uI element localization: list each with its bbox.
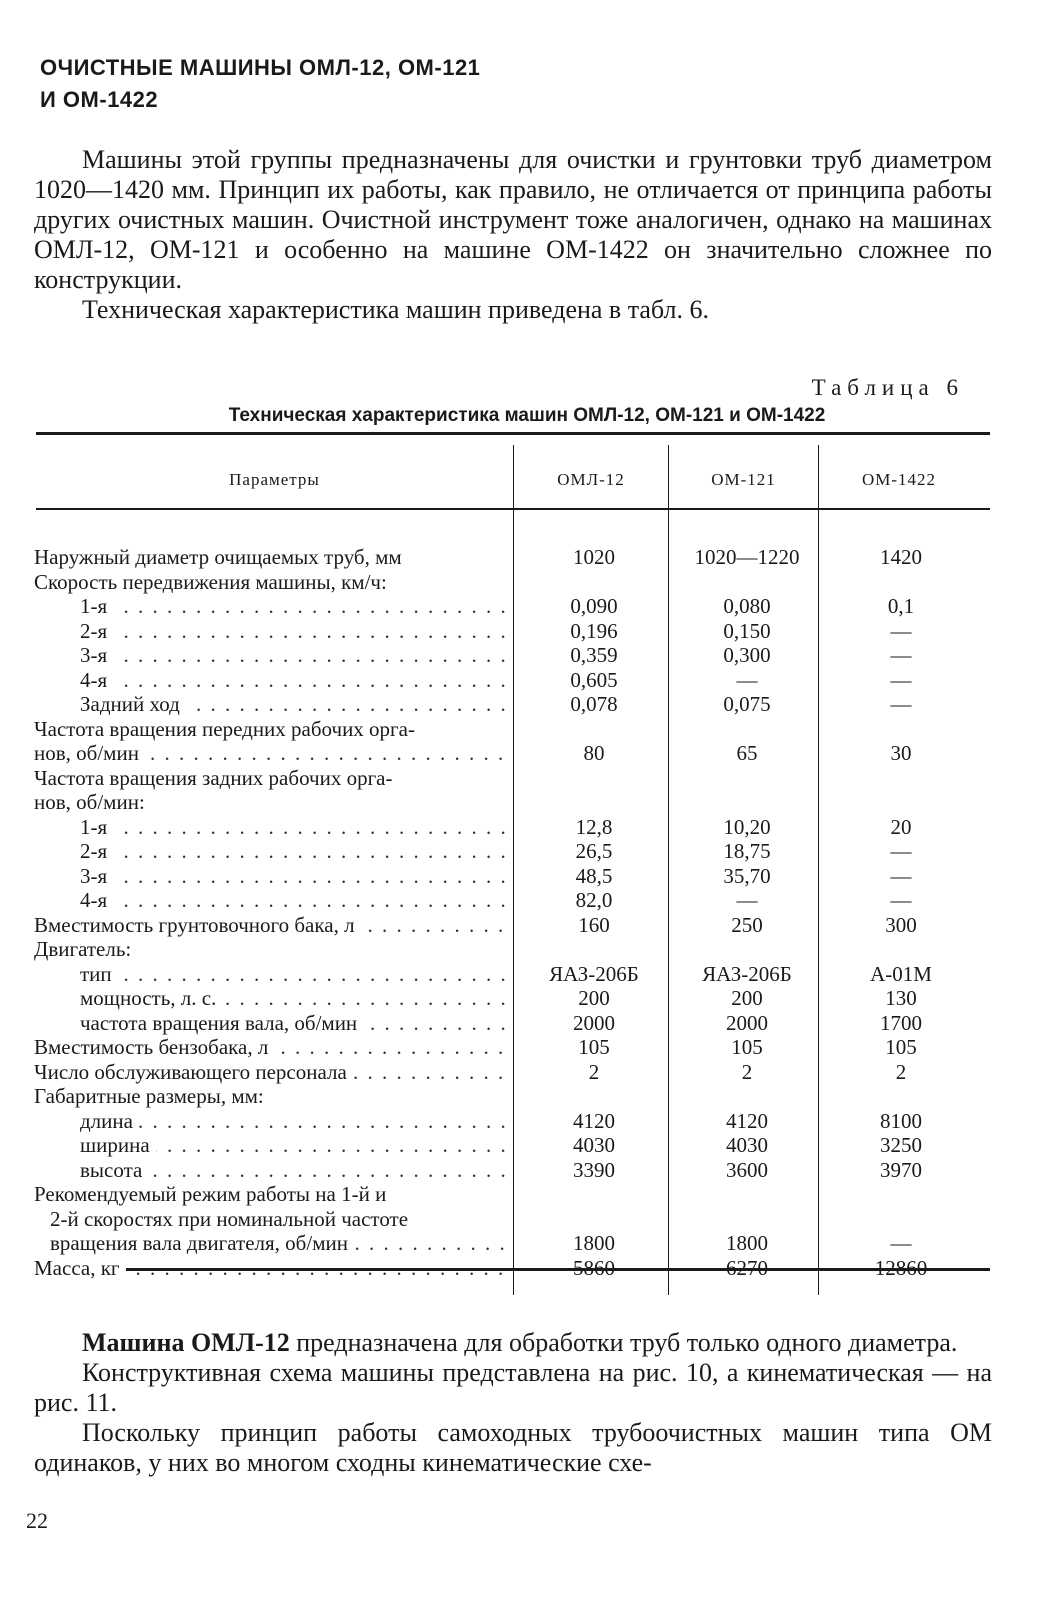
page-number: 22 [26,1508,48,1533]
section-heading-line-2: И ОМ-1422 [40,87,159,112]
value-om121: 2000 [726,1010,768,1035]
parameter-cell [80,962,506,986]
parameter-label: 2-я [80,619,113,643]
value-om121: 35,70 [723,863,771,888]
parameter-cell [34,1035,506,1059]
parameter-cell [80,1109,506,1133]
value-om1422: 1420 [880,545,922,569]
parameter-cell [34,741,506,765]
value-om121: 1800 [726,1231,768,1255]
value-om1422: — [890,618,912,643]
parameter-cell [80,864,506,888]
parameter-label: Вместимость бензобака, л [34,1035,274,1059]
parameter-label: 1-я [80,815,113,839]
table-row [0,1133,1054,1158]
value-oml12: ЯАЗ-206Б [549,961,639,986]
parameter-label: 2-й скоростях при номинальной частоте [50,1207,414,1231]
parameter-cell [80,643,506,667]
parameter-cell [80,619,506,643]
table-row [0,790,1054,815]
value-om121: 18,75 [723,839,771,863]
section-heading-line-1: ОЧИСТНЫЕ МАШИНЫ ОМЛ-12, ОМ-121 [40,55,481,80]
value-om121: 6270 [726,1255,768,1280]
value-oml12: 26,5 [575,839,613,863]
value-om121: 0,080 [723,594,771,618]
parameter-cell [34,1084,506,1108]
parameter-cell [34,790,506,814]
parameter-label: высота [80,1158,148,1182]
table-row [0,839,1054,864]
outro-paragraph-2: Конструктивная схема машины представлена на рис. 10, а кинематическая — на рис. 11. [34,1358,992,1417]
value-oml12: 0,605 [570,667,618,692]
value-om1422: 130 [885,986,917,1010]
table-row [0,888,1054,913]
table-header-om121: ОМ-121 [711,470,776,489]
value-om1422: 3970 [880,1157,922,1182]
value-om121: ЯАЗ-206Б [702,961,792,986]
parameter-cell [34,545,506,569]
value-oml12: 80 [583,741,605,765]
value-om1422: А-01М [870,961,932,986]
value-om1422: 20 [890,814,912,839]
value-om1422: 12860 [874,1255,928,1280]
intro-paragraph-2: Техническая характеристика машин приведена в табл. 6. [82,295,709,324]
table-row [0,962,1054,987]
value-oml12: 0,196 [570,618,618,643]
table-header-oml12: ОМЛ-12 [557,470,625,489]
parameter-cell [80,692,506,716]
value-om1422: 3250 [880,1133,922,1157]
parameter-label: тип [80,962,118,986]
value-om1422: 30 [890,741,912,765]
parameter-label: нов, об/мин: [34,790,151,814]
parameter-label: 4-я [80,668,113,692]
parameter-cell [80,1011,506,1035]
table-row [0,1035,1054,1060]
table-row [0,643,1054,668]
value-oml12: 1020 [573,545,615,569]
table-row [0,1231,1054,1256]
parameter-label: Частота вращения передних рабочих орга- [34,717,421,741]
table-header-params: Параметры [229,470,320,489]
value-oml12: 1800 [573,1231,615,1255]
parameter-label: Рекомендуемый режим работы на 1-й и [34,1182,392,1206]
table-title: Техническая характеристика машин ОМЛ-12, ОМ-121 и ОМ-1422 [228,405,826,426]
parameter-label: Скорость передвижения машины, км/ч: [34,570,393,594]
value-om121: 0,075 [723,692,771,716]
value-oml12: 48,5 [575,863,613,888]
parameter-label: 1-я [80,594,113,618]
value-om121: 10,20 [723,814,771,839]
value-om1422: 105 [885,1035,917,1059]
parameter-cell [34,766,506,790]
value-oml12: 5860 [573,1255,615,1280]
table-row [0,766,1054,791]
parameter-label: 2-я [80,839,113,863]
value-om1422: 2 [895,1059,907,1084]
parameter-cell [34,1256,506,1280]
value-om1422: — [890,667,912,692]
table-row [0,594,1054,619]
table-label: Таблица 6 [811,375,964,400]
table-row [0,1011,1054,1036]
value-om121: 0,150 [723,618,771,643]
parameter-cell [80,1133,506,1157]
table-row [0,545,1054,570]
outro-paragraph-1 [34,1328,992,1358]
parameter-label: Число обслуживающего персонала [34,1060,353,1084]
table-body [0,545,1054,1280]
parameter-cell [34,913,506,937]
outro-paragraph-1-rest: предназначена для обработки труб только одного диаметра. [289,1328,958,1357]
parameter-cell [34,1060,506,1084]
parameter-cell [80,1158,506,1182]
value-oml12: 0,359 [570,643,618,667]
parameter-cell [34,717,506,741]
value-om121: 200 [731,986,763,1010]
parameter-label: Задний ход [80,692,186,716]
outro-text [34,1328,992,1478]
table-row [0,1158,1054,1183]
parameter-cell [34,570,506,594]
parameter-cell [80,815,506,839]
parameter-label: частота вращения вала, об/мин [80,1011,363,1035]
table-row [0,1256,1054,1281]
table-row [0,1109,1054,1134]
parameter-label: Габаритные размеры, мм: [34,1084,270,1108]
parameter-cell [80,839,506,863]
table-top-rule [36,432,990,435]
value-om121: 2 [741,1059,753,1084]
parameter-label: нов, об/мин [34,741,145,765]
table-row [0,619,1054,644]
table-row [0,864,1054,889]
intro-paragraph-1: Машины этой группы предназначены для очистки и грунтовки труб диаметром 1020—1420 мм. Принцип их работы, как правило, не отличается от принципа работы других очистных машин. Очистной инструмент тоже аналогичен, однако на машинах ОМЛ-12, ОМ-121 и особенно на машине ОМ-1422 он значительно сложнее по конструкции. [34,145,992,294]
machine-name-bold: Машина ОМЛ-12 [82,1328,290,1357]
value-oml12: 160 [578,912,610,937]
value-om121: 4120 [726,1108,768,1133]
parameter-label: Масса, кг [34,1256,126,1280]
table-row [0,1182,1054,1207]
value-om1422: — [890,643,912,667]
table-row [0,1084,1054,1109]
parameter-label: мощность, л. с. [80,986,222,1010]
value-oml12: 82,0 [575,888,613,912]
parameter-label: 3-я [80,643,113,667]
value-om1422: 8100 [880,1108,922,1133]
intro-text [34,145,992,325]
section-heading [40,52,480,116]
value-oml12: 105 [578,1035,610,1059]
parameter-label: ширина [80,1133,156,1157]
value-oml12: 3390 [573,1157,615,1182]
value-oml12: 0,090 [570,594,618,618]
value-om121: 105 [731,1035,763,1059]
parameter-cell [80,594,506,618]
value-om121: 0,300 [723,643,771,667]
table-row [0,717,1054,742]
value-om121: 65 [736,741,758,765]
parameter-cell [34,1182,506,1206]
parameter-label: Двигатель: [34,937,137,961]
value-oml12: 2 [588,1059,600,1084]
value-oml12: 0,078 [570,692,618,716]
value-om121: 250 [731,912,763,937]
table-row [0,1207,1054,1232]
table-row [0,570,1054,595]
value-om121: 4030 [726,1133,768,1157]
table-row [0,741,1054,766]
value-oml12: 12,8 [575,814,613,839]
parameter-cell [80,986,506,1010]
parameter-label: Вместимость грунтовочного бака, л [34,913,361,937]
value-om1422: — [890,839,912,863]
value-oml12: 4030 [573,1133,615,1157]
value-oml12: 4120 [573,1108,615,1133]
value-om1422: 0,1 [887,594,915,618]
parameter-cell [80,888,506,912]
value-oml12: 200 [578,986,610,1010]
parameter-label: Наружный диаметр очищаемых труб, мм [34,545,408,569]
parameter-label: 3-я [80,864,113,888]
value-om1422: — [890,1231,912,1255]
table-row [0,692,1054,717]
parameter-cell [50,1231,506,1255]
table-row [0,668,1054,693]
table-row [0,937,1054,962]
table-row [0,986,1054,1011]
value-om121: 1020—1220 [694,545,800,569]
value-om1422: — [890,863,912,888]
value-om121: 3600 [726,1157,768,1182]
value-om1422: — [890,888,912,912]
value-om1422: 300 [885,912,917,937]
parameter-label: вращения вала двигателя, об/мин [50,1231,354,1255]
value-om1422: 1700 [880,1010,922,1035]
value-om121: — [736,888,758,912]
table-row [0,1060,1054,1085]
parameter-cell [80,668,506,692]
parameter-label: длина [80,1109,139,1133]
outro-paragraph-3: Поскольку принцип работы самоходных трубоочистных машин типа ОМ одинаков, у них во многом сходны кинематические схе- [34,1418,992,1477]
parameter-label: Частота вращения задних рабочих орга- [34,766,399,790]
value-om121: — [736,667,758,692]
parameter-label: 4-я [80,888,113,912]
table-header-om1422: ОМ-1422 [861,470,937,489]
parameter-cell [34,937,506,961]
parameter-cell [50,1207,506,1231]
value-oml12: 2000 [573,1010,615,1035]
value-om1422: — [890,692,912,716]
table-row [0,913,1054,938]
table-row [0,815,1054,840]
